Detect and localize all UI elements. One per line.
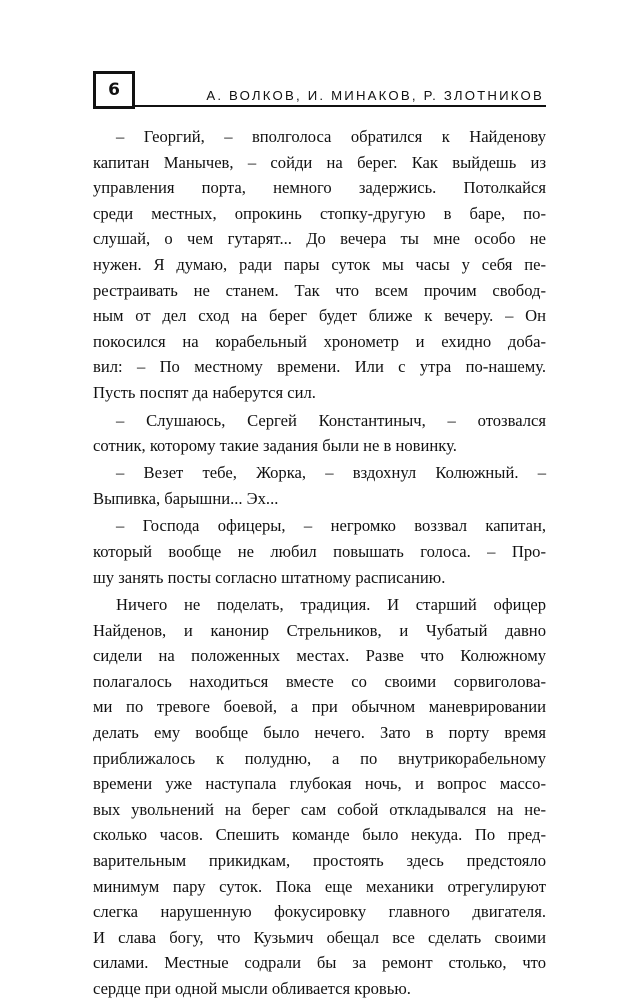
text-line: И слава богу, что Кузьмич обещал все сделать своими <box>93 927 546 947</box>
text-line: – Георгий, – вполголоса обратился к Найденову <box>116 127 546 146</box>
text-line: покосился на корабельный хронометр и ехидно доба- <box>93 331 546 351</box>
paragraph <box>93 408 546 459</box>
text-line: делать ему вообще было нечего. Зато в порту время <box>93 723 546 743</box>
page-number-box <box>93 71 135 109</box>
text-line: среди местных, опрокинь стопку-другую в баре, по- <box>93 203 546 223</box>
text-line: шу занять посты согласно штатному расписанию. <box>93 567 446 587</box>
text-line: слушай, о чем гутарят... До вечера ты мне особо не <box>93 229 546 249</box>
paragraph <box>93 124 546 406</box>
text-line: времени уже наступала глубокая ночь, и вопрос массо- <box>93 774 546 794</box>
text-line: варительным прикидкам, простоять здесь предстояло <box>93 851 546 871</box>
text-line: вил: – По местному времени. Или с утра по-нашему. <box>93 357 546 377</box>
text-line: управления порта, немного задержись. Потолкайся <box>93 178 546 198</box>
header-rule <box>133 105 546 107</box>
text-line: сидели на положенных местах. Разве что Колюжному <box>93 646 546 666</box>
text-line: – Господа офицеры, – негромко воззвал капитан, <box>116 516 546 536</box>
page-number: 6 <box>108 80 120 100</box>
text-line: сотник, которому такие задания были не в новинку. <box>93 435 457 455</box>
text-line: полагалось находиться вместе со своими сорвиголова- <box>93 671 546 691</box>
text-line: Ничего не поделать, традиция. И старший офицер <box>116 595 546 615</box>
text-line: силами. Местные содрали бы за ремонт столько, что <box>93 953 546 973</box>
text-line: сердце при одной мысли обливается кровью. <box>93 979 411 998</box>
paragraph <box>93 460 546 511</box>
text-line: вых увольнений на берег сам собой откладывался на не- <box>93 799 546 819</box>
text-line: ным от дел сход на берег будет ближе к вечеру. – Он <box>93 306 546 326</box>
paragraph <box>93 592 546 1002</box>
text-line: нужен. Я думаю, ради пары суток мы часы у себя пе- <box>93 254 546 274</box>
text-line: – Везет тебе, Жорка, – вздохнул Колюжный. – <box>116 463 546 483</box>
text-line: который вообще не любил повышать голоса. – Про- <box>93 541 546 561</box>
text-line: приближалось к полудню, а по внутрикорабельному <box>93 748 546 768</box>
text-line: Пусть поспят да наберутся сил. <box>93 382 316 402</box>
paragraph <box>93 513 546 590</box>
text-line: ми по тревоге боевой, а при обычном маневрировании <box>93 697 546 717</box>
text-line: слегка нарушенную фокусировку главного двигателя. <box>93 902 546 922</box>
text-line: минимум пару суток. Пока еще механики отрегулируют <box>93 876 546 896</box>
text-line: сколько часов. Спешить команде было некуда. По пред- <box>93 825 546 845</box>
text-line: Найденов, и канонир Стрельников, и Чубатый давно <box>93 620 546 640</box>
text-line: капитан Манычев, – сойди на берег. Как выйдешь из <box>93 152 546 172</box>
running-head-authors: А. ВОЛКОВ, И. МИНАКОВ, Р. ЗЛОТНИКОВ <box>206 88 544 103</box>
body-text <box>93 124 546 1004</box>
text-line: – Слушаюсь, Сергей Константиныч, – отозвался <box>116 410 546 430</box>
text-line: Выпивка, барышни... Эх... <box>93 488 279 508</box>
text-line: рестраивать не станем. Так что всем прочим свобод- <box>93 280 546 300</box>
